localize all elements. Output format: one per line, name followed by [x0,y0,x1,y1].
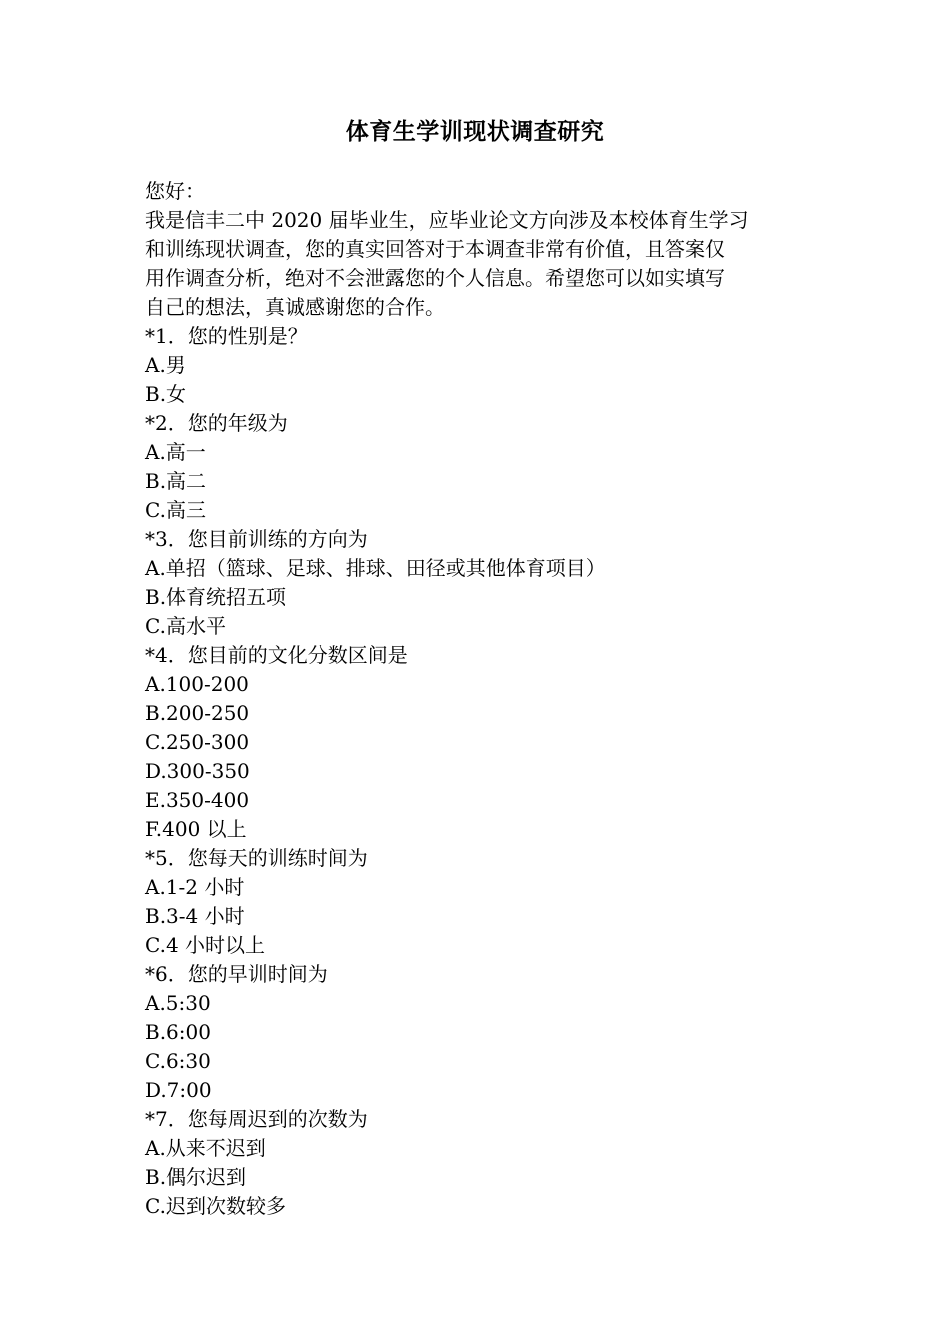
question-option: B.体育统招五项 [145,585,287,609]
question-option: A.5:30 [145,991,211,1015]
question-option: A.高一 [145,440,206,464]
question-option: A.100-200 [145,672,249,696]
survey-content [145,177,815,1221]
question-option: C.6:30 [145,1049,211,1073]
question-4 [145,641,815,844]
question-label: *5．您每天的训练时间为 [145,846,368,870]
question-option: D.7:00 [145,1078,212,1102]
intro-line: 我是信丰二中 2020 届毕业生，应毕业论文方向涉及本校体育生学习 [145,208,749,232]
question-label: *2．您的年级为 [145,411,288,435]
greeting: 您好： [145,179,205,203]
intro-line: 自己的想法，真诚感谢您的合作。 [145,295,445,319]
question-5 [145,844,815,960]
question-option: A.单招（篮球、足球、排球、田径或其他体育项目） [145,556,606,580]
question-label: *4．您目前的文化分数区间是 [145,643,408,667]
page-title: 体育生学训现状调查研究 [345,118,605,145]
intro-paragraph [145,206,815,322]
question-option: B.偶尔迟到 [145,1165,247,1189]
question-option: D.300-350 [145,759,250,783]
question-option: C.高三 [145,498,206,522]
question-label: *7．您每周迟到的次数为 [145,1107,368,1131]
question-option: F.400 以上 [145,817,247,841]
question-option: A.1-2 小时 [145,875,245,899]
question-option: B.3-4 小时 [145,904,245,928]
question-7 [145,1105,815,1221]
question-1 [145,322,815,409]
question-label: *1．您的性别是？ [145,324,308,348]
question-label: *6．您的早训时间为 [145,962,328,986]
question-option: B.女 [145,382,187,406]
question-option: B.200-250 [145,701,250,725]
question-6 [145,960,815,1105]
question-option: B.6:00 [145,1020,211,1044]
question-2 [145,409,815,525]
question-3 [145,525,815,641]
intro-line: 用作调查分析，绝对不会泄露您的个人信息。希望您可以如实填写 [145,266,725,290]
intro-line: 和训练现状调查，您的真实回答对于本调查非常有价值，且答案仅 [145,237,725,261]
question-option: C.250-300 [145,730,250,754]
question-option: B.高二 [145,469,207,493]
question-option: C.4 小时以上 [145,933,266,957]
question-option: A.男 [145,353,186,377]
question-option: C.高水平 [145,614,226,638]
question-option: E.350-400 [145,788,250,812]
question-label: *3．您目前训练的方向为 [145,527,368,551]
question-option: C.迟到次数较多 [145,1194,286,1218]
question-option: A.从来不迟到 [145,1136,266,1160]
